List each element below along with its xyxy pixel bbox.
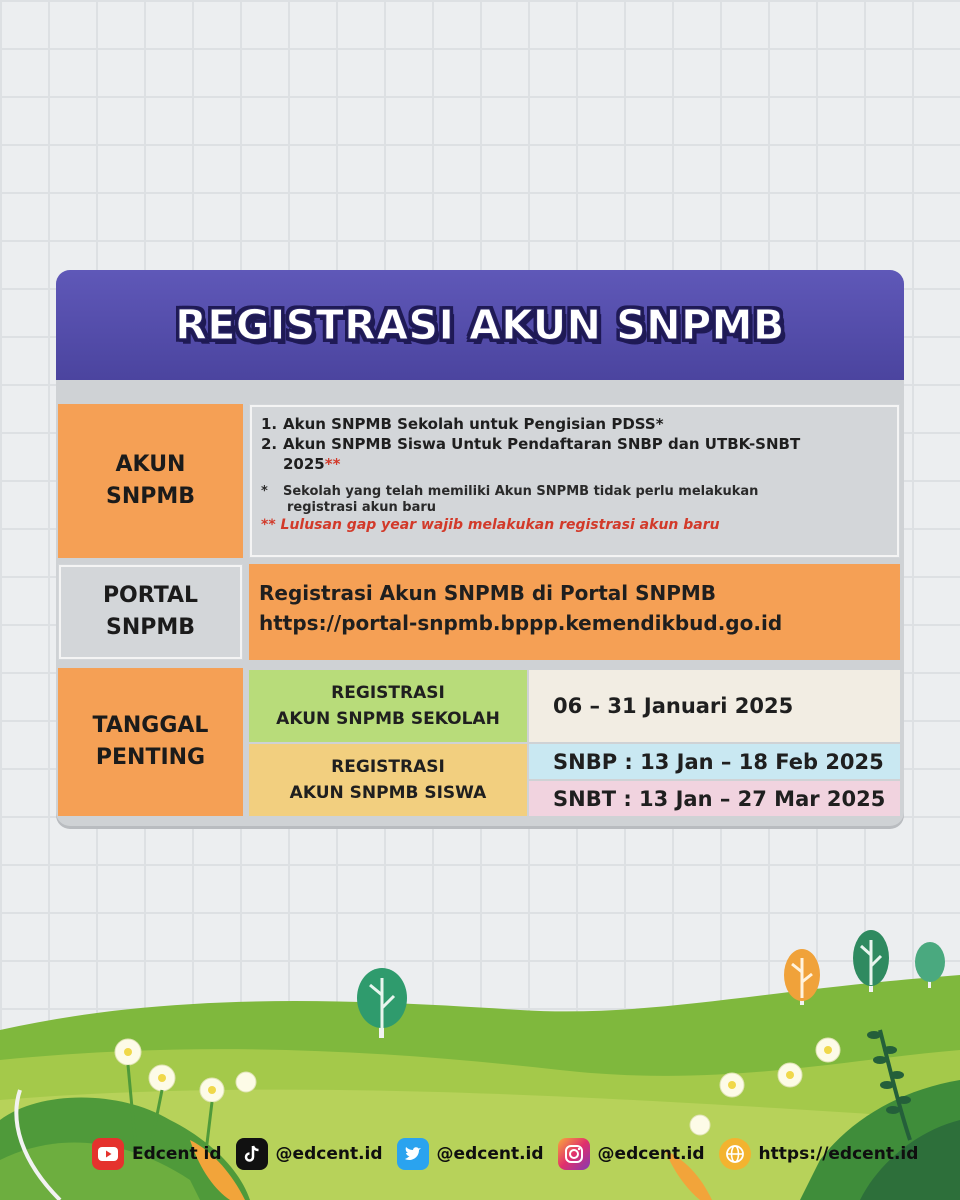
social-footer bbox=[92, 1134, 919, 1174]
registrasi-sekolah-label: REGISTRASI AKUN SNPMB SEKOLAH bbox=[249, 670, 527, 742]
youtube-icon bbox=[92, 1138, 124, 1170]
globe-icon bbox=[719, 1138, 751, 1170]
youtube-link[interactable]: Edcent id bbox=[92, 1138, 222, 1170]
portal-label-line1: PORTAL bbox=[102, 583, 199, 608]
portal-label-line2: SNPMB bbox=[105, 615, 196, 640]
snbt-date: SNBT : 13 Jan – 27 Mar 2025 bbox=[529, 781, 900, 816]
portal-snpmb-content-cell bbox=[249, 564, 900, 660]
registrasi-sekolah-date: 06 – 31 Januari 2025 bbox=[529, 670, 900, 742]
akun-snpmb-label-cell bbox=[58, 404, 243, 558]
twitter-link[interactable]: @edcent.id bbox=[397, 1138, 544, 1170]
akun-snpmb-content-cell bbox=[249, 404, 900, 558]
twitter-icon bbox=[397, 1138, 429, 1170]
card-header bbox=[56, 270, 904, 380]
portal-description: Registrasi Akun SNPMB di Portal SNPMB bbox=[259, 581, 717, 605]
tiktok-icon bbox=[236, 1138, 268, 1170]
tanggal-label-line2: PENTING bbox=[95, 745, 206, 770]
registration-card bbox=[56, 270, 904, 826]
website-link[interactable]: https://edcent.id bbox=[719, 1138, 919, 1170]
tanggal-label-line1: TANGGAL bbox=[92, 713, 209, 738]
akun-item-2: 2. Akun SNPMB Siswa Untuk Pendaftaran SNBP dan UTBK-SNBT 2025** bbox=[261, 435, 801, 473]
snbp-date: SNBP : 13 Jan – 18 Feb 2025 bbox=[529, 744, 900, 779]
akun-label-line2: SNPMB bbox=[105, 484, 196, 509]
instagram-link[interactable]: @edcent.id bbox=[558, 1138, 705, 1170]
tanggal-penting-label-cell bbox=[58, 668, 243, 816]
portal-url-link[interactable]: https://portal-snpmb.bppp.kemendikbud.go.id bbox=[259, 611, 783, 635]
akun-item-1: 1. Akun SNPMB Sekolah untuk Pengisian PDSS* bbox=[261, 415, 664, 433]
akun-label-line1: AKUN bbox=[115, 452, 186, 477]
akun-note-2: ** Lulusan gap year wajib melakukan registrasi akun baru bbox=[261, 517, 720, 533]
page-title: REGISTRASI AKUN SNPMB bbox=[175, 301, 785, 349]
akun-note-1: * Sekolah yang telah memiliki Akun SNPMB tidak perlu melakukan registrasi akun baru bbox=[261, 484, 759, 515]
portal-snpmb-label-cell bbox=[58, 564, 243, 660]
instagram-icon bbox=[558, 1138, 590, 1170]
tiktok-link[interactable]: @edcent.id bbox=[236, 1138, 383, 1170]
registrasi-siswa-label: REGISTRASI AKUN SNPMB SISWA bbox=[249, 744, 527, 816]
